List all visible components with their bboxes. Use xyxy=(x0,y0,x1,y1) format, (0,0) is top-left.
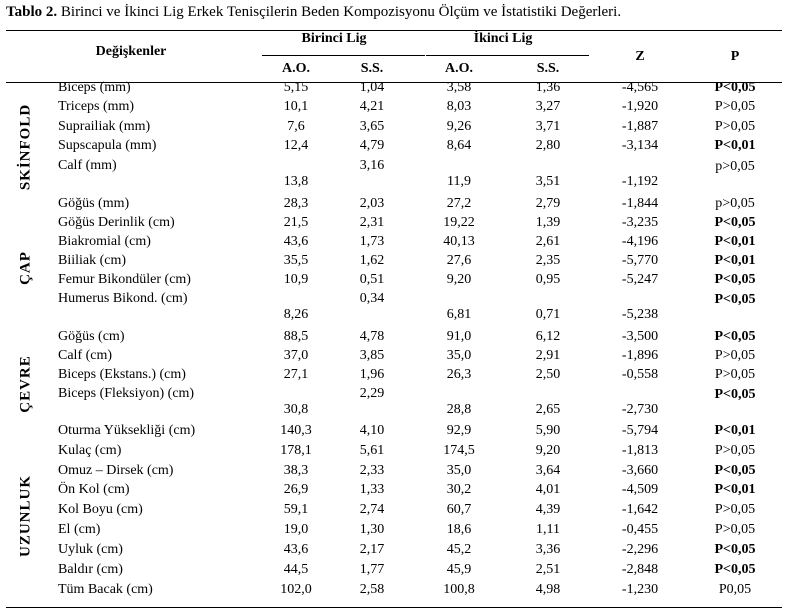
row-ss2-value: 6,12 xyxy=(535,329,561,344)
row-variable-name: Ön Kol (cm) xyxy=(58,482,130,497)
row-z-value: -1,887 xyxy=(621,119,659,134)
group-label: SKİNFOLD xyxy=(17,103,34,191)
row-p-value: P>0,05 xyxy=(714,522,756,537)
row-ao1-value: 140,3 xyxy=(280,423,312,438)
row-ao2-value: 26,3 xyxy=(446,367,472,382)
row-p-value: P<0,05 xyxy=(714,292,756,307)
row-p-value: P>0,05 xyxy=(714,99,756,114)
row-ao1-value: 5,15 xyxy=(283,80,309,95)
row-p-value: P<0,01 xyxy=(714,138,756,153)
row-ss1-value: 4,21 xyxy=(359,99,385,114)
row-ss1-value: 4,78 xyxy=(359,329,385,344)
row-z-value: -3,660 xyxy=(621,463,659,478)
row-ss1-value: 2,17 xyxy=(359,542,385,557)
row-z-value: -1,192 xyxy=(621,174,659,189)
row-z-value: -1,896 xyxy=(621,348,659,363)
row-ss1-value: 1,30 xyxy=(359,522,385,537)
header-league2: İkinci Lig xyxy=(473,31,533,46)
row-ao1-value: 21,5 xyxy=(283,215,309,230)
row-z-value: -3,500 xyxy=(621,329,659,344)
row-variable-name: Kulaç (cm) xyxy=(58,443,122,458)
row-z-value: -2,296 xyxy=(621,542,659,557)
row-z-value: -4,509 xyxy=(621,482,659,497)
row-ss2-value: 3,71 xyxy=(535,119,561,134)
row-p-value: P0,05 xyxy=(718,582,752,597)
row-variable-name: Omuz – Dirsek (cm) xyxy=(58,463,174,478)
row-ao1-value: 44,5 xyxy=(283,562,309,577)
row-ss2-value: 1,39 xyxy=(535,215,561,230)
top-rule xyxy=(6,30,782,31)
row-ss1-value: 2,03 xyxy=(359,196,385,211)
row-ss2-value: 4,98 xyxy=(535,582,561,597)
row-ss1-value: 3,65 xyxy=(359,119,385,134)
row-ao2-value: 8,03 xyxy=(446,99,472,114)
row-variable-name: Göğüs Derinlik (cm) xyxy=(58,215,175,230)
row-ao2-value: 45,9 xyxy=(446,562,472,577)
row-p-value: p>0,05 xyxy=(715,159,755,174)
row-p-value: P<0,05 xyxy=(714,562,756,577)
row-ao2-value: 91,0 xyxy=(446,329,472,344)
row-ao1-value: 10,9 xyxy=(283,272,309,287)
row-z-value: -5,247 xyxy=(621,272,659,287)
row-ss1-value: 1,96 xyxy=(359,367,385,382)
row-p-value: P>0,05 xyxy=(714,348,756,363)
row-ao2-value: 3,58 xyxy=(446,80,472,95)
row-ao1-value: 43,6 xyxy=(283,542,309,557)
row-z-value: -4,565 xyxy=(621,80,659,95)
row-ss2-value: 0,95 xyxy=(535,272,561,287)
caption-label: Tablo 2. xyxy=(6,4,58,20)
row-variable-name: Supscapula (mm) xyxy=(58,138,157,153)
row-variable-name: Calf (cm) xyxy=(58,348,113,363)
row-ao1-value: 13,8 xyxy=(283,174,309,189)
row-ss2-value: 9,20 xyxy=(535,443,561,458)
row-p-value: P<0,05 xyxy=(714,329,756,344)
group-label: UZUNLUK xyxy=(17,474,34,558)
row-ao1-value: 19,0 xyxy=(283,522,309,537)
row-p-value: P<0,01 xyxy=(714,234,756,249)
row-ss2-value: 2,51 xyxy=(535,562,561,577)
row-ao1-value: 7,6 xyxy=(287,119,305,134)
row-variable-name: Uyluk (cm) xyxy=(58,542,123,557)
row-ss1-value: 3,85 xyxy=(359,348,385,363)
row-ao2-value: 100,8 xyxy=(443,582,475,597)
row-z-value: -1,813 xyxy=(621,443,659,458)
row-ao2-value: 92,9 xyxy=(446,423,472,438)
row-variable-name: Kol Boyu (cm) xyxy=(58,502,143,517)
row-variable-name: Biiliak (cm) xyxy=(58,253,127,268)
row-ss2-value: 0,71 xyxy=(535,307,561,322)
row-z-value: -1,920 xyxy=(621,99,659,114)
row-ao1-value: 102,0 xyxy=(280,582,312,597)
row-variable-name: Triceps (mm) xyxy=(58,99,135,114)
row-p-value: P<0,05 xyxy=(714,542,756,557)
header-variables: Değişkenler xyxy=(95,44,167,59)
row-ao2-value: 11,9 xyxy=(447,174,471,189)
row-ss2-value: 3,64 xyxy=(535,463,561,478)
row-ss2-value: 5,90 xyxy=(535,423,561,438)
row-ss2-value: 4,39 xyxy=(535,502,561,517)
row-p-value: P<0,05 xyxy=(714,463,756,478)
row-p-value: P<0,01 xyxy=(714,423,756,438)
row-ao2-value: 6,81 xyxy=(446,307,472,322)
row-ao1-value: 43,6 xyxy=(283,234,309,249)
row-ss2-value: 2,50 xyxy=(535,367,561,382)
row-ao2-value: 28,8 xyxy=(446,402,472,417)
row-variable-name: Calf (mm) xyxy=(58,158,117,173)
row-p-value: p>0,05 xyxy=(715,196,755,211)
row-variable-name: Tüm Bacak (cm) xyxy=(58,582,153,597)
row-ss1-value: 2,33 xyxy=(359,463,385,478)
row-p-value: P>0,05 xyxy=(714,119,756,134)
header-ao1: A.O. xyxy=(282,61,310,76)
row-variable-name: Göğüs (mm) xyxy=(58,196,130,211)
row-p-value: P<0,01 xyxy=(714,482,756,497)
row-ss1-value: 2,74 xyxy=(359,502,385,517)
row-z-value: -3,235 xyxy=(621,215,659,230)
row-variable-name: Biceps (Ekstans.) (cm) xyxy=(58,367,186,382)
row-ss1-value: 4,79 xyxy=(359,138,385,153)
row-ao2-value: 45,2 xyxy=(446,542,472,557)
row-ss1-value: 0,34 xyxy=(359,291,385,306)
row-z-value: -0,455 xyxy=(621,522,659,537)
row-ao1-value: 27,1 xyxy=(283,367,309,382)
row-ao2-value: 35,0 xyxy=(446,463,472,478)
row-ss2-value: 1,11 xyxy=(536,522,560,537)
row-ao2-value: 19,22 xyxy=(443,215,475,230)
row-ao1-value: 26,9 xyxy=(283,482,309,497)
row-ss1-value: 5,61 xyxy=(359,443,385,458)
group-label: ÇEVRE xyxy=(17,355,34,413)
row-ss1-value: 1,73 xyxy=(359,234,385,249)
row-ao2-value: 9,26 xyxy=(446,119,472,134)
header-ss1: S.S. xyxy=(360,61,384,76)
row-variable-name: Suprailiak (mm) xyxy=(58,119,151,134)
row-ao2-value: 35,0 xyxy=(446,348,472,363)
row-z-value: -0,558 xyxy=(621,367,659,382)
row-ao1-value: 88,5 xyxy=(283,329,309,344)
row-ao1-value: 35,5 xyxy=(283,253,309,268)
row-z-value: -1,844 xyxy=(621,196,659,211)
row-ss1-value: 1,62 xyxy=(359,253,385,268)
row-variable-name: Biceps (mm) xyxy=(58,80,131,95)
row-ao2-value: 60,7 xyxy=(446,502,472,517)
row-z-value: -1,642 xyxy=(621,502,659,517)
row-z-value: -2,848 xyxy=(621,562,659,577)
row-ss2-value: 2,80 xyxy=(535,138,561,153)
row-ss1-value: 1,33 xyxy=(359,482,385,497)
row-ao1-value: 12,4 xyxy=(283,138,309,153)
row-z-value: -4,196 xyxy=(621,234,659,249)
row-ss1-value: 2,31 xyxy=(359,215,385,230)
row-ao1-value: 37,0 xyxy=(283,348,309,363)
row-ao1-value: 30,8 xyxy=(283,402,309,417)
row-z-value: -3,134 xyxy=(621,138,659,153)
row-variable-name: Biceps (Fleksiyon) (cm) xyxy=(58,386,195,401)
row-variable-name: Oturma Yüksekliği (cm) xyxy=(58,423,196,438)
row-p-value: P>0,05 xyxy=(714,367,756,382)
row-p-value: P<0,05 xyxy=(714,215,756,230)
row-ao1-value: 59,1 xyxy=(283,502,309,517)
row-z-value: -1,230 xyxy=(621,582,659,597)
row-p-value: P<0,05 xyxy=(714,80,756,95)
row-ao2-value: 18,6 xyxy=(446,522,472,537)
row-ao2-value: 174,5 xyxy=(443,443,475,458)
row-ss2-value: 3,27 xyxy=(535,99,561,114)
row-z-value: -5,770 xyxy=(621,253,659,268)
row-z-value: -2,730 xyxy=(621,402,659,417)
group-label: ÇAP xyxy=(17,251,34,285)
row-z-value: -5,794 xyxy=(621,423,659,438)
row-ss1-value: 0,51 xyxy=(359,272,385,287)
row-ss2-value: 1,36 xyxy=(535,80,561,95)
header-ss2: S.S. xyxy=(536,61,560,76)
row-ao1-value: 38,3 xyxy=(283,463,309,478)
row-ss1-value: 1,77 xyxy=(359,562,385,577)
row-p-value: P<0,05 xyxy=(714,272,756,287)
row-variable-name: Humerus Bikond. (cm) xyxy=(58,291,188,306)
row-ss1-value: 4,10 xyxy=(359,423,385,438)
row-ao2-value: 8,64 xyxy=(446,138,472,153)
row-ss1-value: 2,29 xyxy=(359,386,385,401)
row-ao1-value: 8,26 xyxy=(283,307,309,322)
row-variable-name: El (cm) xyxy=(58,522,101,537)
row-ss2-value: 2,91 xyxy=(535,348,561,363)
row-p-value: P<0,01 xyxy=(714,253,756,268)
row-ss2-value: 2,79 xyxy=(535,196,561,211)
row-ao1-value: 28,3 xyxy=(283,196,309,211)
bottom-rule xyxy=(6,607,782,608)
row-ss1-value: 1,04 xyxy=(359,80,385,95)
row-ao2-value: 9,20 xyxy=(446,272,472,287)
row-z-value: -5,238 xyxy=(621,307,659,322)
row-ao2-value: 27,2 xyxy=(446,196,472,211)
caption-text: Birinci ve İkinci Lig Erkek Tenisçilerin Beden Kompozisyonu Ölçüm ve İstatistiki Değerleri. xyxy=(57,4,622,20)
row-ss1-value: 3,16 xyxy=(359,158,385,173)
row-ao1-value: 178,1 xyxy=(280,443,312,458)
row-variable-name: Göğüs (cm) xyxy=(58,329,125,344)
row-ao2-value: 30,2 xyxy=(446,482,472,497)
row-p-value: P<0,05 xyxy=(714,387,756,402)
row-p-value: P>0,05 xyxy=(714,502,756,517)
row-ss2-value: 2,35 xyxy=(535,253,561,268)
row-ao2-value: 27,6 xyxy=(446,253,472,268)
table-caption xyxy=(6,4,621,21)
header-z: Z xyxy=(635,49,645,64)
header-ao2: A.O. xyxy=(445,61,473,76)
row-ss2-value: 2,65 xyxy=(535,402,561,417)
row-variable-name: Baldır (cm) xyxy=(58,562,123,577)
row-ss1-value: 2,58 xyxy=(359,582,385,597)
row-ao1-value: 10,1 xyxy=(283,99,309,114)
row-ss2-value: 4,01 xyxy=(535,482,561,497)
row-variable-name: Femur Bikondüler (cm) xyxy=(58,272,191,287)
header-p: P xyxy=(730,49,740,64)
row-ss2-value: 3,51 xyxy=(535,174,561,189)
league-subrule-1 xyxy=(262,55,425,56)
row-p-value: P>0,05 xyxy=(714,443,756,458)
row-variable-name: Biakromial (cm) xyxy=(58,234,151,249)
league-subrule-2 xyxy=(426,55,589,56)
row-ss2-value: 2,61 xyxy=(535,234,561,249)
row-ao2-value: 40,13 xyxy=(443,234,475,249)
header-league1: Birinci Lig xyxy=(301,31,367,46)
row-ss2-value: 3,36 xyxy=(535,542,561,557)
